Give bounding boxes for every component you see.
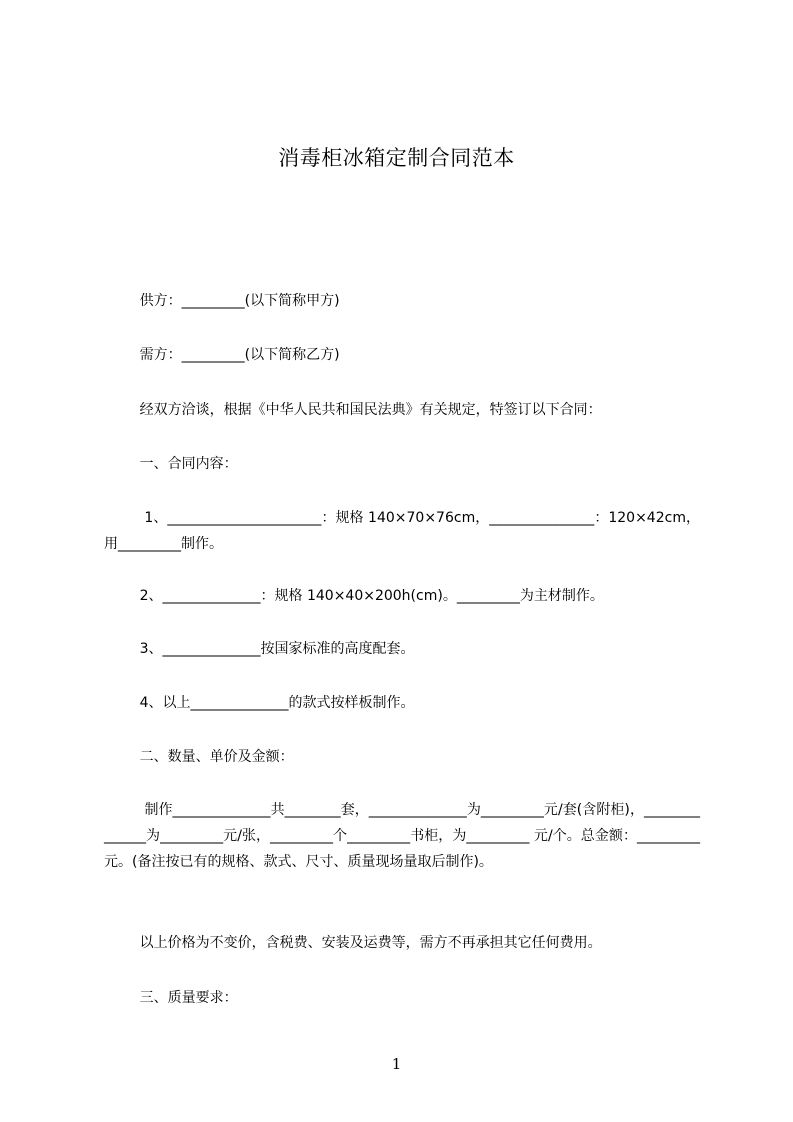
quantity-price-paragraph: 制作______________共________套，______________为_________元/套(含附柜)，______________为_________元/张，_________个_________书柜，为_________ 元/个。总金额：_________元。(备注按已有的规格、款式、尺寸、质量现场量取后制作)。 — [104, 802, 700, 870]
section-heading-quantity-price: 二、数量、单价及金额： — [104, 749, 294, 765]
preamble-paragraph: 经双方洽谈，根据《中华人民共和国民法典》有关规定，特签订以下合同： — [104, 402, 602, 418]
clause-2: 2、______________：规格 140×40×200h(cm)。_________为主材制作。 — [104, 588, 604, 604]
document-title: 消毒柜冰箱定制合同范本 — [278, 146, 515, 170]
clause-3: 3、______________按国家标准的高度配套。 — [104, 641, 415, 657]
supplier-line: 供方：_________(以下简称甲方) — [104, 293, 340, 309]
price-note-paragraph: 以上价格为不变价，含税费、安装及运费等，需方不再承担其它任何费用。 — [104, 935, 602, 951]
buyer-line: 需方：_________(以下简称乙方) — [104, 347, 340, 363]
page-number: 1 — [391, 1055, 402, 1073]
section-heading-quality: 三、质量要求： — [104, 990, 238, 1006]
clause-4: 4、以上______________的款式按样板制作。 — [104, 695, 415, 711]
section-heading-contract-content: 一、合同内容： — [104, 456, 238, 472]
clause-1: 1、______________________：规格 140×70×76cm，_______________：120×42cm，用_________制作。 — [104, 510, 701, 552]
